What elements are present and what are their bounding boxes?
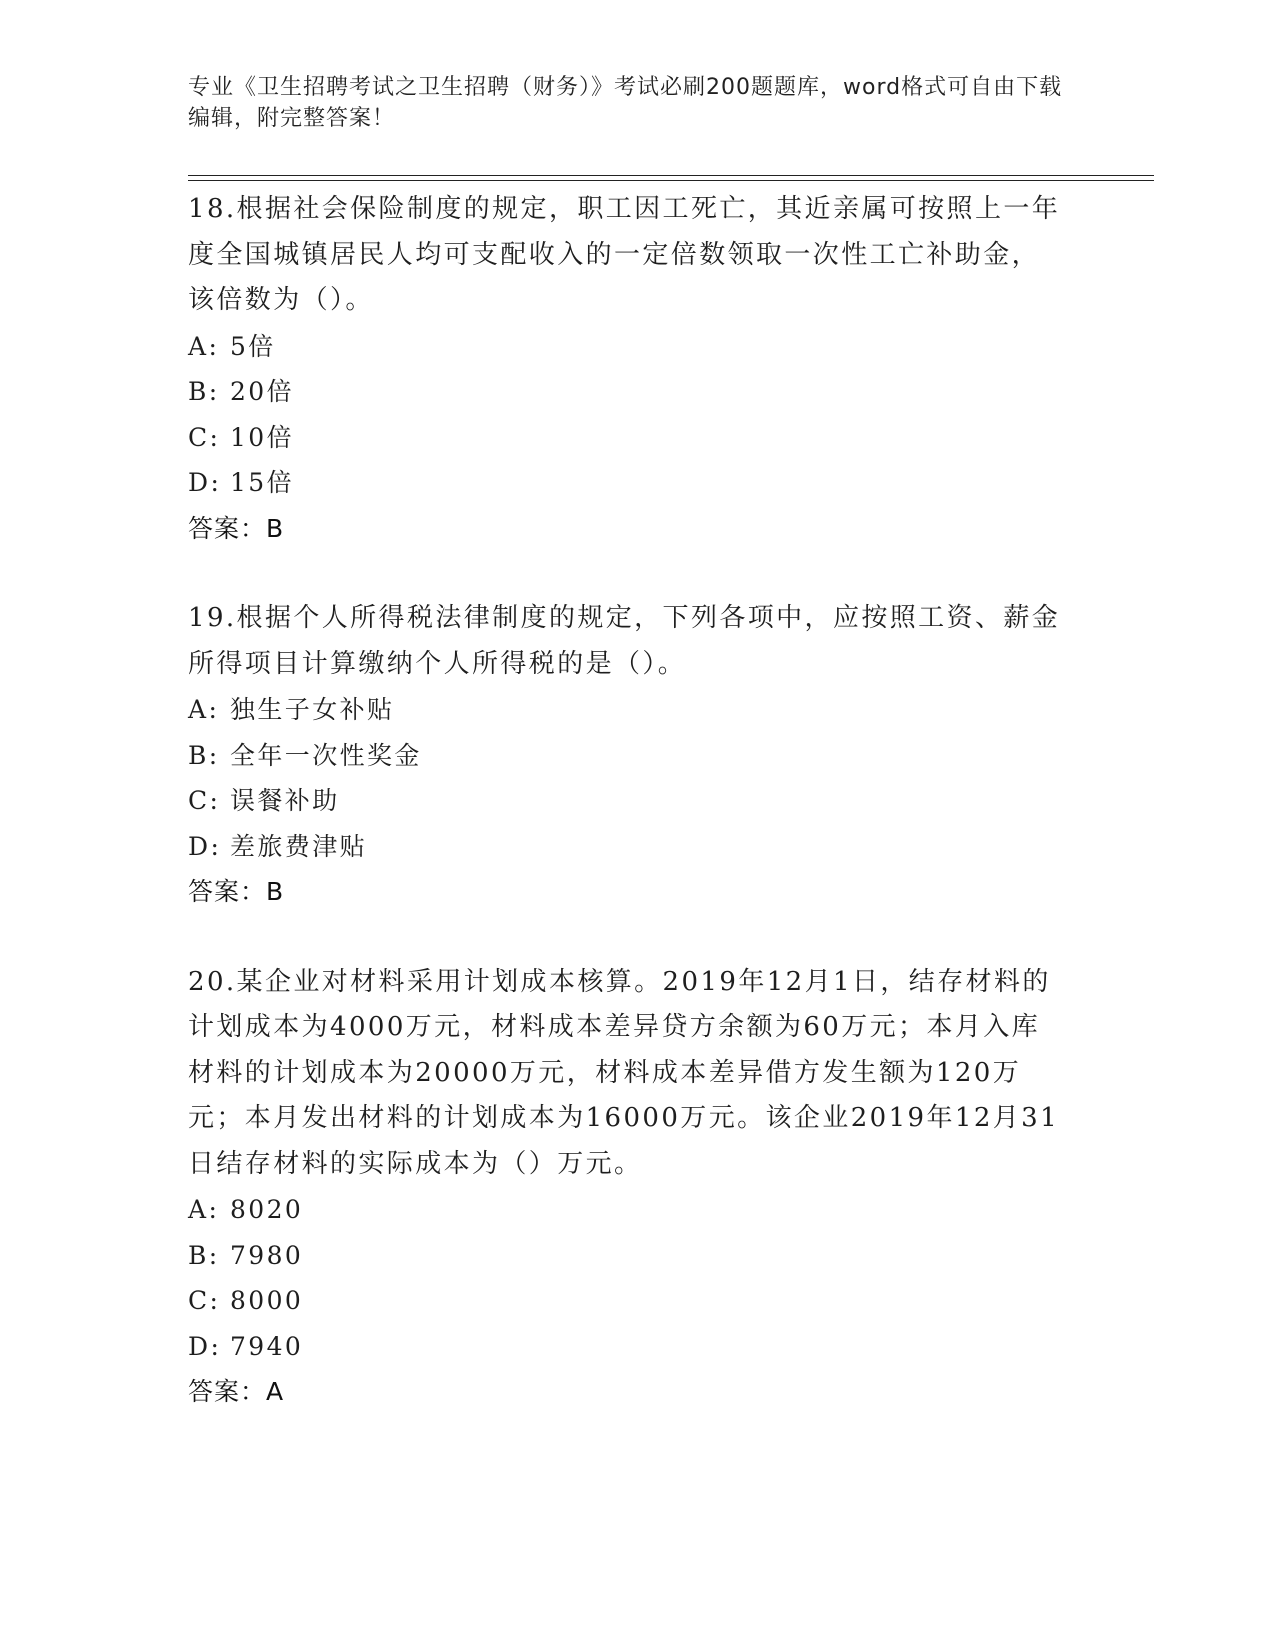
answer-line: 答案：B	[188, 877, 285, 906]
question-19	[188, 596, 1088, 915]
option-text: 7980	[230, 1240, 304, 1270]
question-stem: 19.根据个人所得税法律制度的规定，下列各项中，应按照工资、薪金所得项目计算缴纳个人所得税的是（）。	[188, 603, 1061, 679]
document-intro: 专业《卫生招聘考试之卫生招聘（财务）》考试必刷200题题库，word格式可自由下载编辑，附完整答案！	[188, 75, 1063, 131]
option-letter: C:	[188, 422, 221, 452]
option-text: 7940	[230, 1331, 304, 1361]
option-a	[188, 1187, 1088, 1233]
option-letter: C:	[188, 786, 221, 815]
option-letter: B:	[188, 740, 220, 770]
option-letter: A:	[188, 695, 220, 724]
question-20	[188, 960, 1088, 1415]
option-letter: D:	[188, 468, 222, 497]
option-text: 独生子女补贴	[230, 695, 395, 724]
option-text: 10倍	[230, 422, 295, 452]
option-letter: A:	[188, 1195, 220, 1224]
option-text: 15倍	[230, 468, 295, 497]
option-c	[188, 415, 1088, 461]
option-a	[188, 687, 1088, 733]
question-list	[188, 187, 1088, 1460]
question-stem: 20.某企业对材料采用计划成本核算。2019年12月1日，结存材料的计划成本为4000万元，材料成本差异贷方余额为60万元；本月入库材料的计划成本为20000万元，材料成本差异借方发生额为120万元；本月发出材料的计划成本为16000万元。该企业2019年12月31日结存材料的实际成本为（）万元。	[188, 966, 1060, 1179]
header-divider-bottom	[188, 180, 1154, 181]
option-text: 全年一次性奖金	[230, 740, 422, 770]
option-text: 8020	[230, 1195, 304, 1224]
answer-line: 答案：A	[188, 1377, 285, 1406]
option-text: 差旅费津贴	[230, 831, 368, 861]
header-divider-top	[188, 175, 1154, 176]
option-text: 8000	[230, 1286, 304, 1315]
question-stem: 18.根据社会保险制度的规定，职工因工死亡，其近亲属可按照上一年度全国城镇居民人均可支配收入的一定倍数领取一次性工亡补助金，该倍数为（）。	[188, 194, 1061, 315]
option-text: 5倍	[230, 331, 276, 361]
option-c	[188, 778, 1088, 824]
option-text: 20倍	[230, 377, 295, 406]
option-d	[188, 460, 1088, 506]
option-c	[188, 1278, 1088, 1324]
option-letter: D:	[188, 1331, 222, 1361]
option-d	[188, 824, 1088, 870]
question-18	[188, 187, 1088, 551]
option-letter: B:	[188, 377, 220, 406]
option-letter: C:	[188, 1286, 221, 1315]
option-a	[188, 324, 1088, 370]
option-b	[188, 1233, 1088, 1279]
option-b	[188, 733, 1088, 779]
option-d	[188, 1324, 1088, 1370]
option-letter: B:	[188, 1240, 220, 1270]
answer-line: 答案：B	[188, 513, 285, 543]
option-letter: D:	[188, 831, 222, 861]
option-b	[188, 369, 1088, 415]
option-text: 误餐补助	[230, 786, 340, 815]
option-letter: A:	[188, 331, 220, 361]
